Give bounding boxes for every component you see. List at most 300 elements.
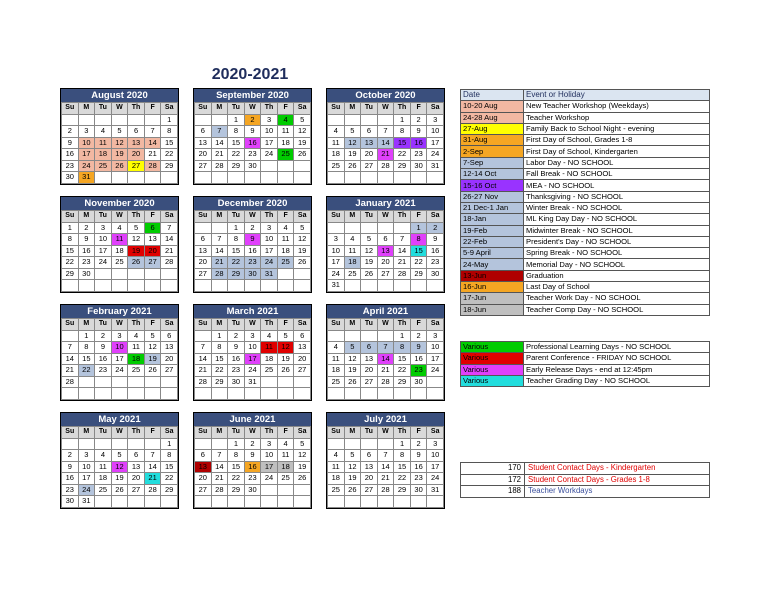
day-cell <box>128 268 145 280</box>
week-row <box>195 114 311 126</box>
month-calendar <box>193 304 312 401</box>
day-cell: 24 <box>78 160 95 172</box>
day-cell <box>95 280 112 292</box>
day-cell: 25 <box>328 376 345 388</box>
weekday-label: F <box>277 211 294 223</box>
legend-row <box>461 135 710 146</box>
day-cell: 26 <box>344 484 361 496</box>
week-row <box>195 330 311 342</box>
weekday-label: Th <box>261 103 278 115</box>
legend-date: 19-Feb <box>461 225 524 236</box>
day-cell: 1 <box>211 330 228 342</box>
legend-date: 13-Jun <box>461 270 524 281</box>
day-cell: 4 <box>328 126 345 138</box>
legend-row <box>461 214 710 225</box>
day-cell: 12 <box>277 342 294 354</box>
weekday-label: W <box>111 427 128 439</box>
legend-event: Teacher Comp Day - NO SCHOOL <box>524 304 710 315</box>
day-cell: 30 <box>244 268 261 280</box>
day-cell: 25 <box>277 257 294 269</box>
day-cell: 5 <box>144 330 161 342</box>
day-cell <box>195 496 212 508</box>
weekday-label: Su <box>62 427 79 439</box>
day-cell: 26 <box>144 365 161 377</box>
weekday-label: Th <box>128 211 145 223</box>
day-cell: 30 <box>410 376 427 388</box>
day-cell: 18 <box>328 365 345 377</box>
week-row <box>62 388 178 400</box>
day-cell <box>328 438 345 450</box>
day-cell: 28 <box>161 257 178 269</box>
day-cell: 18 <box>344 257 361 269</box>
day-cell: 23 <box>62 160 79 172</box>
day-cell: 16 <box>95 353 112 365</box>
month-calendar <box>193 88 312 185</box>
day-cell <box>277 172 294 184</box>
day-cell: 19 <box>361 257 378 269</box>
day-cell: 23 <box>244 473 261 485</box>
day-cell: 4 <box>95 450 112 462</box>
week-row <box>62 149 178 161</box>
day-cell: 14 <box>394 245 411 257</box>
weekday-label: Th <box>261 319 278 331</box>
legend-row <box>461 342 710 353</box>
day-cell: 20 <box>294 353 311 365</box>
day-cell: 11 <box>328 461 345 473</box>
weekday-label: Tu <box>361 427 378 439</box>
weekday-label: W <box>244 427 261 439</box>
day-cell <box>95 438 112 450</box>
day-cell: 15 <box>394 353 411 365</box>
day-cell <box>294 388 311 400</box>
day-cell: 5 <box>277 330 294 342</box>
day-cell: 5 <box>111 450 128 462</box>
day-cell: 1 <box>161 438 178 450</box>
day-cell: 11 <box>277 450 294 462</box>
weekday-label: Th <box>394 427 411 439</box>
weekday-header-row <box>62 211 178 223</box>
day-cell <box>344 388 361 400</box>
day-cell: 20 <box>161 353 178 365</box>
day-cell: 28 <box>144 160 161 172</box>
legend-date: 26-27 Nov <box>461 191 524 202</box>
day-cell: 15 <box>228 461 245 473</box>
day-cell <box>161 280 178 292</box>
legend-event: President's Day - NO SCHOOL <box>524 236 710 247</box>
day-cell: 28 <box>377 376 394 388</box>
day-cell: 8 <box>161 450 178 462</box>
day-cell <box>410 280 427 292</box>
day-cell: 21 <box>62 365 79 377</box>
day-cell <box>277 484 294 496</box>
day-cell: 29 <box>161 160 178 172</box>
day-cell <box>361 388 378 400</box>
weekday-label: Tu <box>361 211 378 223</box>
legend-event: Parent Conference - FRIDAY NO SCHOOL <box>524 353 710 364</box>
day-cell: 2 <box>410 114 427 126</box>
legend-row <box>461 202 710 213</box>
day-cell: 22 <box>211 365 228 377</box>
legend-event: Professional Learning Days - NO SCHOOL <box>524 342 710 353</box>
day-cell: 7 <box>211 450 228 462</box>
legend-row <box>461 259 710 270</box>
weekday-header-row <box>62 427 178 439</box>
day-cell: 21 <box>144 149 161 161</box>
day-cell <box>62 388 79 400</box>
week-row <box>328 342 444 354</box>
week-row <box>195 353 311 365</box>
day-cell: 22 <box>394 473 411 485</box>
day-cell <box>261 280 278 292</box>
day-cell: 3 <box>78 450 95 462</box>
week-row <box>195 234 311 246</box>
day-cell: 21 <box>377 473 394 485</box>
day-cell: 16 <box>78 245 95 257</box>
day-cell: 20 <box>361 365 378 377</box>
day-cell: 12 <box>111 137 128 149</box>
day-cell: 25 <box>344 268 361 280</box>
day-cell: 14 <box>377 137 394 149</box>
day-cell: 11 <box>95 461 112 473</box>
month-calendar <box>60 304 179 401</box>
month-title: July 2021 <box>327 413 444 426</box>
legend-date: 15-16 Oct <box>461 180 524 191</box>
legend-row <box>461 293 710 304</box>
weekday-label: Sa <box>427 427 444 439</box>
day-cell: 30 <box>62 496 79 508</box>
weekday-label: Su <box>195 319 212 331</box>
count-label: Teacher Workdays <box>525 486 710 498</box>
day-cell <box>377 438 394 450</box>
various-legend <box>460 341 710 387</box>
legend-date: 22-Feb <box>461 236 524 247</box>
day-cell: 24 <box>427 473 444 485</box>
day-cell: 15 <box>410 245 427 257</box>
day-cell <box>62 280 79 292</box>
day-cell <box>427 496 444 508</box>
weekday-label: Tu <box>95 427 112 439</box>
week-row <box>195 149 311 161</box>
weekday-label: M <box>78 319 95 331</box>
legend-row <box>461 282 710 293</box>
day-cell: 25 <box>277 473 294 485</box>
day-cell: 2 <box>427 222 444 234</box>
day-cell <box>328 172 345 184</box>
day-cell: 11 <box>328 353 345 365</box>
day-cell: 7 <box>211 126 228 138</box>
week-row <box>195 268 311 280</box>
day-cell: 7 <box>195 342 212 354</box>
day-cell: 18 <box>277 137 294 149</box>
day-cell <box>244 280 261 292</box>
legend-row <box>461 225 710 236</box>
day-cell <box>228 496 245 508</box>
day-cell: 12 <box>361 245 378 257</box>
day-cell: 25 <box>328 160 345 172</box>
day-cell <box>195 114 212 126</box>
legend-row <box>461 304 710 315</box>
legend-event: First Day of School, Kindergarten <box>524 146 710 157</box>
day-cell: 26 <box>344 376 361 388</box>
week-row <box>62 280 178 292</box>
day-cell <box>95 388 112 400</box>
day-cell <box>427 172 444 184</box>
day-cell: 26 <box>277 365 294 377</box>
weekday-label: F <box>410 103 427 115</box>
day-cell <box>144 114 161 126</box>
week-row <box>62 461 178 473</box>
count-row <box>461 463 710 475</box>
day-cell: 23 <box>427 257 444 269</box>
day-cell: 26 <box>294 149 311 161</box>
day-cell: 24 <box>244 365 261 377</box>
legend-event: Labor Day - NO SCHOOL <box>524 157 710 168</box>
weekday-label: M <box>78 427 95 439</box>
day-cell <box>261 160 278 172</box>
week-row <box>195 172 311 184</box>
day-cell: 30 <box>244 484 261 496</box>
day-cell: 27 <box>195 268 212 280</box>
legend-date: 24-28 Aug <box>461 112 524 123</box>
week-row <box>328 353 444 365</box>
day-cell <box>161 496 178 508</box>
day-cell: 20 <box>195 149 212 161</box>
day-cell <box>377 114 394 126</box>
weekday-label: W <box>377 427 394 439</box>
day-cell: 3 <box>427 438 444 450</box>
day-cell <box>95 114 112 126</box>
weekday-label: Su <box>195 103 212 115</box>
day-cell: 17 <box>78 473 95 485</box>
month-title: August 2020 <box>61 89 178 102</box>
day-cell: 10 <box>244 342 261 354</box>
day-cell: 20 <box>144 245 161 257</box>
month-title: March 2021 <box>194 305 311 318</box>
week-row <box>62 137 178 149</box>
week-row <box>195 484 311 496</box>
day-cell: 1 <box>394 114 411 126</box>
day-cell: 1 <box>410 222 427 234</box>
week-row <box>195 126 311 138</box>
day-cell <box>361 330 378 342</box>
day-cell: 16 <box>62 473 79 485</box>
day-cell: 10 <box>427 450 444 462</box>
day-cell: 6 <box>361 450 378 462</box>
month-calendar <box>193 196 312 293</box>
legend-date: Various <box>461 353 524 364</box>
day-cell <box>294 160 311 172</box>
day-cell <box>62 330 79 342</box>
week-row <box>328 160 444 172</box>
weekday-label: M <box>211 319 228 331</box>
week-row <box>328 257 444 269</box>
legend-date: 7-Sep <box>461 157 524 168</box>
day-cell <box>244 388 261 400</box>
day-cell: 5 <box>344 126 361 138</box>
day-cell: 8 <box>394 126 411 138</box>
day-cell: 25 <box>277 149 294 161</box>
weekday-label: W <box>111 103 128 115</box>
legend-header-event: Event or Holiday <box>524 90 710 101</box>
day-cell: 17 <box>244 353 261 365</box>
day-cell <box>394 222 411 234</box>
week-row <box>195 257 311 269</box>
day-cell <box>144 496 161 508</box>
weekday-label: Tu <box>95 103 112 115</box>
day-cell <box>228 172 245 184</box>
day-cell: 3 <box>244 330 261 342</box>
day-cell: 16 <box>244 137 261 149</box>
day-counts <box>460 462 710 498</box>
day-cell: 27 <box>195 484 212 496</box>
week-row <box>328 365 444 377</box>
weekday-label: Tu <box>228 103 245 115</box>
day-cell: 26 <box>344 160 361 172</box>
day-cell <box>211 172 228 184</box>
day-cell: 23 <box>78 257 95 269</box>
day-cell <box>361 280 378 292</box>
day-cell: 21 <box>211 473 228 485</box>
weekday-label: Th <box>128 319 145 331</box>
day-cell: 19 <box>344 365 361 377</box>
day-cell: 28 <box>211 160 228 172</box>
count-row <box>461 474 710 486</box>
day-cell: 1 <box>394 438 411 450</box>
day-cell <box>111 496 128 508</box>
day-cell: 4 <box>277 114 294 126</box>
day-cell: 11 <box>344 245 361 257</box>
week-row <box>62 342 178 354</box>
month-title: April 2021 <box>327 305 444 318</box>
legend-row <box>461 353 710 364</box>
day-cell: 30 <box>78 268 95 280</box>
legend-event: Midwinter Break - NO SCHOOL <box>524 225 710 236</box>
day-cell: 7 <box>377 126 394 138</box>
day-cell: 12 <box>294 234 311 246</box>
day-cell: 4 <box>261 330 278 342</box>
day-cell <box>78 388 95 400</box>
day-cell: 29 <box>410 268 427 280</box>
count-value: 188 <box>461 486 525 498</box>
day-cell <box>377 222 394 234</box>
day-cell: 10 <box>328 245 345 257</box>
day-cell: 25 <box>128 365 145 377</box>
day-cell: 29 <box>62 268 79 280</box>
day-cell <box>62 114 79 126</box>
day-cell: 5 <box>294 114 311 126</box>
day-cell: 31 <box>261 268 278 280</box>
day-cell <box>244 496 261 508</box>
weekday-label: Th <box>394 319 411 331</box>
week-row <box>195 473 311 485</box>
day-cell: 4 <box>344 234 361 246</box>
week-row <box>62 450 178 462</box>
day-cell: 28 <box>377 484 394 496</box>
day-cell: 17 <box>261 461 278 473</box>
day-cell: 18 <box>111 245 128 257</box>
day-cell: 8 <box>394 342 411 354</box>
day-cell: 16 <box>410 461 427 473</box>
day-cell: 23 <box>244 149 261 161</box>
day-cell: 17 <box>95 245 112 257</box>
day-cell: 20 <box>377 257 394 269</box>
day-cell: 17 <box>261 245 278 257</box>
day-cell <box>377 280 394 292</box>
legend-event: Winter Break - NO SCHOOL <box>524 202 710 213</box>
weekday-header-row <box>62 103 178 115</box>
legend-date: 18-Jan <box>461 214 524 225</box>
week-row <box>62 484 178 496</box>
day-cell: 18 <box>277 245 294 257</box>
day-cell: 22 <box>394 149 411 161</box>
day-cell: 13 <box>361 137 378 149</box>
day-cell: 7 <box>161 222 178 234</box>
weekday-header-row <box>195 103 311 115</box>
day-cell: 1 <box>394 330 411 342</box>
day-cell: 22 <box>161 149 178 161</box>
day-cell: 2 <box>62 450 79 462</box>
legend-date: 16-Jun <box>461 282 524 293</box>
legend-date: 17-Jun <box>461 293 524 304</box>
day-cell: 28 <box>211 268 228 280</box>
day-cell: 4 <box>128 330 145 342</box>
day-cell: 3 <box>328 234 345 246</box>
day-cell: 28 <box>211 484 228 496</box>
legend-date: Various <box>461 375 524 386</box>
week-row <box>328 496 444 508</box>
weekday-label: W <box>377 319 394 331</box>
day-cell: 9 <box>410 126 427 138</box>
day-cell: 15 <box>228 245 245 257</box>
day-cell: 3 <box>111 330 128 342</box>
day-cell: 10 <box>111 342 128 354</box>
day-cell <box>244 172 261 184</box>
day-cell <box>344 438 361 450</box>
legend-row <box>461 101 710 112</box>
month-title: May 2021 <box>61 413 178 426</box>
day-cell: 24 <box>78 484 95 496</box>
day-cell <box>78 438 95 450</box>
week-row <box>195 450 311 462</box>
day-cell: 21 <box>144 473 161 485</box>
weekday-label: Tu <box>361 103 378 115</box>
day-cell <box>161 172 178 184</box>
day-cell: 21 <box>377 365 394 377</box>
week-row <box>328 280 444 292</box>
event-legend <box>460 89 710 316</box>
week-row <box>328 376 444 388</box>
day-cell <box>328 330 345 342</box>
day-cell: 9 <box>410 342 427 354</box>
day-cell <box>261 388 278 400</box>
legend-row <box>461 236 710 247</box>
day-cell <box>294 376 311 388</box>
weekday-label: Sa <box>161 211 178 223</box>
day-cell <box>277 280 294 292</box>
day-cell: 15 <box>394 461 411 473</box>
day-cell: 17 <box>427 461 444 473</box>
week-row <box>62 160 178 172</box>
day-cell <box>161 388 178 400</box>
day-cell <box>277 160 294 172</box>
week-row <box>328 126 444 138</box>
day-cell: 27 <box>377 268 394 280</box>
legend-event: ML King Day Day - NO SCHOOL <box>524 214 710 225</box>
day-cell: 11 <box>328 137 345 149</box>
day-cell: 13 <box>128 461 145 473</box>
weekday-label: Sa <box>427 211 444 223</box>
day-cell: 28 <box>377 160 394 172</box>
